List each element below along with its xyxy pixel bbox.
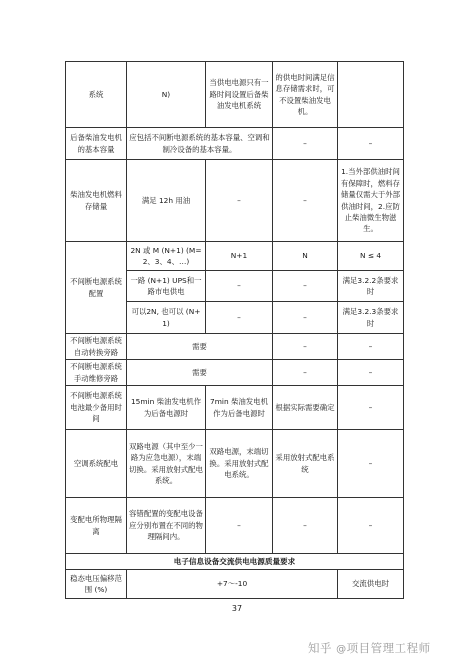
- table-cell: –: [273, 360, 338, 386]
- table-cell: 柴油发电机燃料存储量: [66, 160, 127, 242]
- table-cell: 不间断电源系统配置: [66, 242, 127, 334]
- table-cell: –: [338, 386, 404, 430]
- table-cell: 当供电电源只有一路时间设置后备柴油发电机系统: [206, 62, 273, 128]
- table-row: [66, 430, 404, 498]
- table-cell: –: [338, 430, 404, 498]
- table-cell: –: [273, 334, 338, 360]
- table-cell: 的供电时间满足信息存储需求时，可不设置柴油发电机。: [273, 62, 338, 128]
- table-cell: 根据实际需要确定: [273, 386, 338, 430]
- table-cell: –: [338, 498, 404, 554]
- spec-table: [65, 61, 404, 599]
- table-cell: –: [206, 302, 273, 334]
- table-cell: 双路电源，末端切换。采用放射式配电系统。: [206, 430, 273, 498]
- table-cell: 后备柴油发电机的基本容量: [66, 128, 127, 160]
- table-cell: 一路 (N+1) UPS和一路市电供电: [127, 271, 206, 302]
- table-cell: 1.当外部供油时间有保障时，燃料存储量仅需大于外部供油时间，2.应防止柴油微生物滋生。: [338, 160, 404, 242]
- table-cell: 需要: [127, 360, 273, 386]
- table-cell: 2N 或 M (N+1) (M=2、3、4、…): [127, 242, 206, 271]
- table-cell: 空调系统配电: [66, 430, 127, 498]
- table-cell: 不间断电源系统电池最少备用时间: [66, 386, 127, 430]
- table-cell: 容错配置的变配电设备应分别布置在不同的物理隔间内。: [127, 498, 206, 554]
- table-cell: –: [273, 160, 338, 242]
- table-cell: 不间断电源系统手动维修旁路: [66, 360, 127, 386]
- table-cell: 稳态电压偏移范围 (%): [66, 570, 127, 599]
- table-cell: 不间断电源系统自动转换旁路: [66, 334, 127, 360]
- table-cell: 交流供电时: [338, 570, 404, 599]
- table-cell: 应包括不间断电源系统的基本容量、空调和制冷设备的基本容量。: [127, 128, 273, 160]
- table-cell: 系统: [66, 62, 127, 128]
- table-cell: 变配电所物理隔离: [66, 498, 127, 554]
- table-row: [66, 62, 404, 128]
- table-cell: N: [273, 242, 338, 271]
- table-cell: –: [273, 128, 338, 160]
- table-cell: N+1: [206, 242, 273, 271]
- watermark-account: 项目管理工程师: [346, 641, 431, 655]
- page-number: 37: [231, 604, 243, 613]
- table-cell: [338, 62, 404, 128]
- table-cell: 7min 柴油发电机作为后备电源时: [206, 386, 273, 430]
- table-cell: 需要: [127, 334, 273, 360]
- table-cell: –: [273, 302, 338, 334]
- table-row: [66, 128, 404, 160]
- table-cell: 满足3.2.2条要求时: [338, 271, 404, 302]
- table-cell: –: [273, 498, 338, 554]
- table-row: [66, 242, 404, 271]
- table-cell: –: [338, 334, 404, 360]
- table-row: [66, 498, 404, 554]
- table-row: [66, 334, 404, 360]
- table-cell: –: [338, 360, 404, 386]
- watermark: [308, 640, 468, 656]
- table-row: [66, 570, 404, 599]
- table-cell: 双路电源（其中至少一路为应急电源），末端切换。采用放射式配电系统。: [127, 430, 206, 498]
- table-cell: –: [206, 498, 273, 554]
- at-icon: @: [336, 644, 347, 655]
- table-row: [66, 360, 404, 386]
- section-title: 电子信息设备交流供电电源质量要求: [66, 554, 404, 570]
- table-row: [66, 386, 404, 430]
- table-cell: +7～-10: [127, 570, 338, 599]
- table-cell: –: [206, 160, 273, 242]
- table-cell: 满足3.2.3条要求时: [338, 302, 404, 334]
- table-cell: 15min 柴油发电机作为后备电源时: [127, 386, 206, 430]
- table-cell: 采用放射式配电系统: [273, 430, 338, 498]
- table-row: [66, 160, 404, 242]
- watermark-prefix: 知乎: [308, 641, 332, 655]
- table-cell: –: [338, 128, 404, 160]
- section-header-row: [66, 554, 404, 570]
- table-cell: 满足 12h 用油: [127, 160, 206, 242]
- table-cell: 可以2N, 也可以 (N+1): [127, 302, 206, 334]
- table-cell: –: [273, 271, 338, 302]
- table-cell: –: [206, 271, 273, 302]
- table-cell: N): [127, 62, 206, 128]
- table-cell: N ≤ 4: [338, 242, 404, 271]
